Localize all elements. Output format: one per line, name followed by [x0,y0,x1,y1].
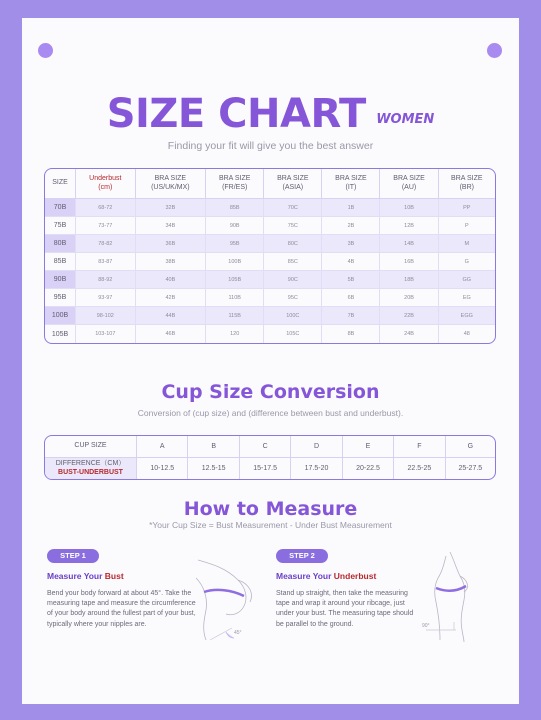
difference-label [45,458,137,479]
table-cell: 80C [264,235,322,253]
size-table-header-cell: BRA SIZE (FR/ES) [206,169,264,199]
cup-size-cell: E [343,436,394,458]
table-cell: 85B [206,199,264,217]
table-row [45,235,495,253]
step-2-title [276,571,376,581]
table-cell: 88-92 [76,271,136,289]
cup-size-cell: G [446,436,495,458]
size-table [44,168,496,344]
difference-cell: 22.5-25 [394,458,445,479]
step-2-badge: STEP 2 [276,549,328,563]
table-cell: 6B [322,289,380,307]
table-cell: 18B [380,271,438,289]
table-cell: PP [439,199,495,217]
step-1-text: Bend your body forward at about 45°. Take the measuring tape and measure the circumference of your body around the fullest part of your bust, typically where your nipples are. [47,590,196,628]
table-cell: P [439,217,495,235]
size-cell: 105B [45,325,76,343]
cup-title: Cup Size Conversion [161,381,380,403]
table-cell: 83-87 [76,253,136,271]
table-cell: G [439,253,495,271]
table-cell: 90C [264,271,322,289]
pin-left [38,43,53,58]
difference-row [45,458,495,479]
table-cell: 95C [264,289,322,307]
table-cell: 90B [206,217,264,235]
size-chart-card [22,18,519,704]
cup-size-cell: C [240,436,291,458]
size-cell: 95B [45,289,76,307]
table-cell: 68-72 [76,199,136,217]
step-2-text: Stand up straight, then take the measuring tape and wrap it around your ribcage, just under your bust. The measuring tape should be parallel to the ground. [276,590,414,628]
cup-size-cell: D [291,436,342,458]
size-table-header-cell: BRA SIZE (ASIA) [264,169,322,199]
step-1-title-text: Measure Your [47,571,105,581]
table-row [45,199,495,217]
bust-measure-illustration [190,558,256,642]
table-cell: M [439,235,495,253]
size-cell: 85B [45,253,76,271]
pin-right [487,43,502,58]
table-cell: 16B [380,253,438,271]
difference-cell: 10-12.5 [137,458,188,479]
table-cell: 10B [380,199,438,217]
table-cell: 5B [322,271,380,289]
table-cell: 42B [136,289,207,307]
table-cell: 100C [264,307,322,325]
size-table-header-cell: BRA SIZE (BR) [439,169,495,199]
difference-label-sub: BUST-UNDERBUST [58,468,123,476]
table-cell: 20B [380,289,438,307]
cup-size-row [45,436,495,458]
table-cell: 73-77 [76,217,136,235]
table-cell: EGG [439,307,495,325]
size-table-header [45,169,495,199]
cup-size-cell: B [188,436,239,458]
cup-size-cell: F [394,436,445,458]
table-cell: 115B [206,307,264,325]
size-table-header-cell: BRA SIZE (IT) [322,169,380,199]
size-table-header-cell: BRA SIZE (US/UK/MX) [136,169,207,199]
difference-cell: 25-27.5 [458,465,483,472]
table-cell: 78-82 [76,235,136,253]
table-cell: 44B [136,307,207,325]
table-cell: 12B [380,217,438,235]
difference-cell: 12.5-15 [188,458,239,479]
title-row [22,91,519,137]
table-cell: 85C [264,253,322,271]
table-cell: 93-97 [76,289,136,307]
size-table-header-cell: SIZE [45,169,76,199]
table-cell: 70C [264,199,322,217]
cup-note: Conversion of (cup size) and (difference between bust and underbust). [137,408,404,418]
size-table-body [45,199,495,343]
measure-note: *Your Cup Size = Bust Measurement - Under Bust Measurement [149,520,392,530]
table-row [45,253,495,271]
table-cell: 7B [322,307,380,325]
table-row [45,289,495,307]
size-cell: 75B [45,217,76,235]
table-cell: EG [439,289,495,307]
table-cell: 105C [264,325,322,343]
table-cell: 8B [322,325,380,343]
table-row [45,325,495,343]
size-table-header-cell: BRA SIZE (AU) [380,169,438,199]
difference-label-main: DIFFERENCE（CM） [55,460,126,468]
table-cell: 38B [136,253,207,271]
table-cell: 2B [322,217,380,235]
cup-table [44,435,496,480]
cup-size-label: CUP SIZE [45,436,137,458]
difference-cell: 17.5-20 [291,458,342,479]
step-1-badge: STEP 1 [47,549,99,563]
table-cell: 98-102 [76,307,136,325]
table-cell: 34B [136,217,207,235]
table-cell: 40B [136,271,207,289]
page-subtitle: Finding your fit will give you the best answer [167,140,374,152]
step-1-title-highlight: Bust [104,571,124,581]
step-2-title-highlight: Underbust [333,571,377,581]
step-1-title [47,571,124,581]
table-cell: GG [439,271,495,289]
table-row [45,307,495,325]
page-title: SIZE CHART [106,91,366,137]
size-cell: 80B [45,235,76,253]
table-cell: 105B [206,271,264,289]
table-cell: 1B [322,199,380,217]
table-cell: 22B [380,307,438,325]
cup-size-cell: A [137,436,188,458]
table-cell: 110B [206,289,264,307]
underbust-measure-illustration [420,550,480,642]
table-cell: 3B [322,235,380,253]
difference-cell: 20-22.5 [343,458,394,479]
table-row [45,271,495,289]
table-cell: 36B [136,235,207,253]
measure-title: How to Measure [183,498,358,520]
table-cell: 14B [380,235,438,253]
table-cell: 32B [136,199,207,217]
size-cell: 70B [45,199,76,217]
table-cell: 103-107 [76,325,136,343]
table-cell: 4B [322,253,380,271]
table-row [45,217,495,235]
size-table-header-cell: Underbust (cm) [76,169,136,199]
table-cell: 75C [264,217,322,235]
table-cell: 95B [206,235,264,253]
table-cell: 100B [206,253,264,271]
table-cell: 46B [136,325,207,343]
table-cell: 120 [206,325,264,343]
table-cell: 48 [463,331,470,337]
step-2-angle: 90° [422,623,430,629]
size-cell: 100B [45,307,76,325]
page-tag: WOMEN [376,112,435,127]
size-cell: 90B [45,271,76,289]
difference-cell: 15-17.5 [240,458,291,479]
step-2-title-text: Measure Your [276,571,334,581]
table-cell: 24B [380,325,438,343]
step-1-angle: 45° [234,630,242,636]
